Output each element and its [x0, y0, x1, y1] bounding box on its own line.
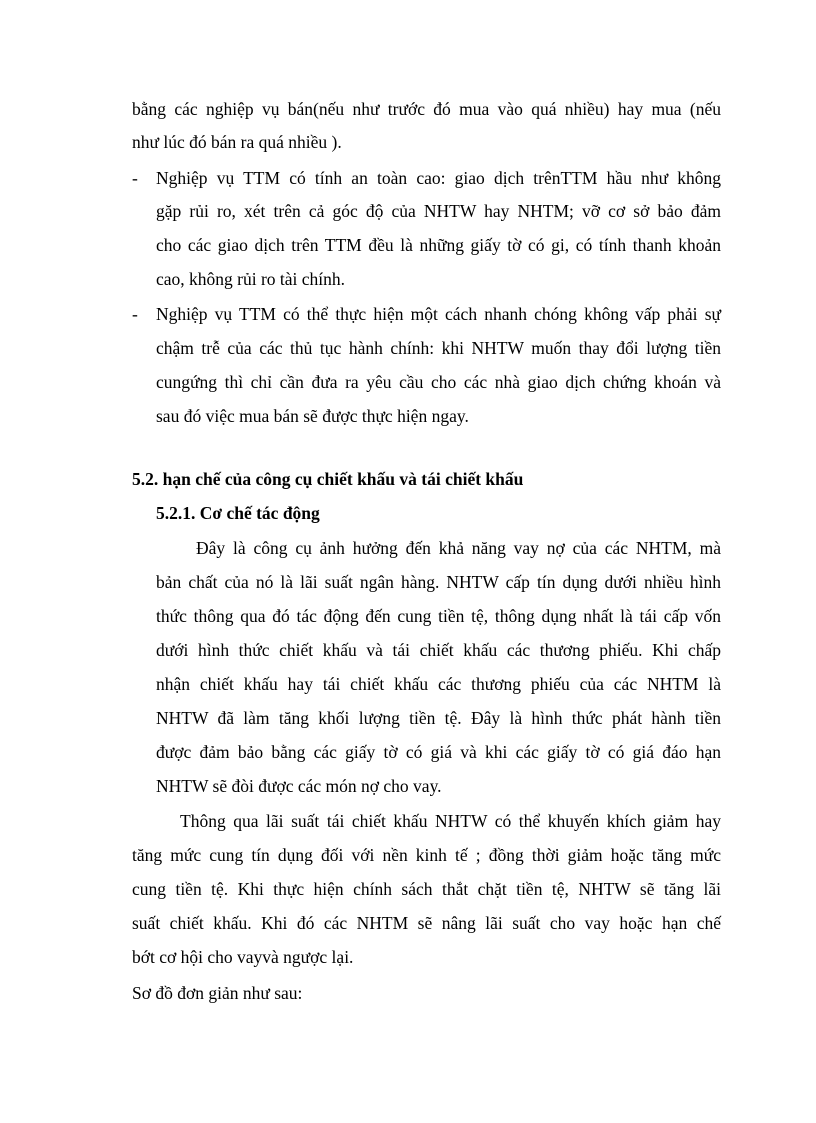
bullet-marker: - — [132, 168, 138, 188]
paragraph-line: nhận chiết khấu hay tái chiết khấu các thương phiếu của các NHTM là — [156, 674, 721, 694]
bullet-marker: - — [132, 304, 138, 324]
bullet-line: cungứng thì chỉ cần đưa ra yêu cầu cho các nhà giao dịch chứng khoán và — [156, 372, 721, 392]
intro-line: như lúc đó bán ra quá nhiều ). — [132, 132, 342, 152]
section-heading: 5.2. hạn chế của công cụ chiết khấu và tái chiết khấu — [132, 469, 524, 489]
paragraph-line: bản chất của nó là lãi suất ngân hàng. NHTW cấp tín dụng dưới nhiều hình — [156, 572, 721, 592]
paragraph-line: NHTW đã làm tăng khối lượng tiền tệ. Đây là hình thức phát hành tiền — [156, 708, 721, 728]
paragraph-line: thức thông qua đó tác động đến cung tiền tệ, thông dụng nhất là tái cấp vốn — [156, 606, 721, 626]
bullet-line: Nghiệp vụ TTM có thể thực hiện một cách nhanh chóng không vấp phải sự — [156, 304, 721, 324]
paragraph-line: suất chiết khấu. Khi đó các NHTM sẽ nâng lãi suất cho vay hoặc hạn chế — [132, 913, 721, 933]
bullet-line: cho các giao dịch trên TTM đều là những giấy tờ có gi, có tính thanh khoản — [156, 235, 721, 255]
subsection-heading: 5.2.1. Cơ chế tác động — [156, 503, 320, 523]
paragraph-line: NHTW sẽ đòi được các món nợ cho vay. — [156, 776, 442, 796]
paragraph-line: dưới hình thức chiết khấu và tái chiết khấu các thương phiếu. Khi chấp — [156, 640, 721, 660]
paragraph-line: bớt cơ hội cho vayvà ngược lại. — [132, 947, 354, 967]
bullet-line: sau đó việc mua bán sẽ được thực hiện ngay. — [156, 406, 469, 426]
bullet-line: chậm trễ của các thủ tục hành chính: khi NHTW muốn thay đổi lượng tiền — [156, 338, 721, 358]
bullet-line: cao, không rủi ro tài chính. — [156, 269, 346, 289]
bullet-line: gặp rủi ro, xét trên cả góc độ của NHTW hay NHTM; vỡ cơ sở bảo đảm — [156, 201, 721, 221]
bullet-line: Nghiệp vụ TTM có tính an toàn cao: giao dịch trênTTM hầu như không — [156, 168, 721, 188]
paragraph-line: Thông qua lãi suất tái chiết khấu NHTW có thể khuyến khích giảm hay — [180, 811, 721, 831]
diagram-intro-text: Sơ đồ đơn giản như sau: — [132, 983, 303, 1003]
paragraph-line: Đây là công cụ ảnh hưởng đến khả năng vay nợ của các NHTM, mà — [196, 538, 721, 558]
paragraph-line: tăng mức cung tín dụng đối với nền kinh tế ; đồng thời giảm hoặc tăng mức — [132, 845, 721, 865]
intro-line: bằng các nghiệp vụ bán(nếu như trước đó mua vào quá nhiều) hay mua (nếu — [132, 99, 721, 119]
paragraph-line: được đảm bảo bằng các giấy tờ có giá và khi các giấy tờ có giá đáo hạn — [156, 742, 721, 762]
paragraph-line: cung tiền tệ. Khi thực hiện chính sách thắt chặt tiền tệ, NHTW sẽ tăng lãi — [132, 879, 721, 899]
